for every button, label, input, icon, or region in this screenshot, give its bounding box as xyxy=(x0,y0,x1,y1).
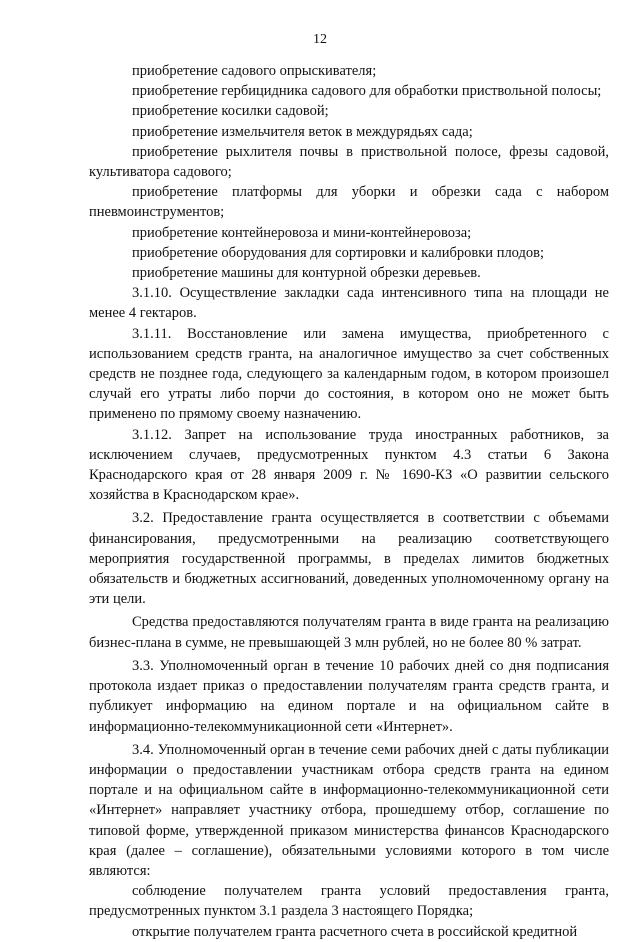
paragraph: приобретение измельчителя веток в междурядьях сада; xyxy=(132,123,473,140)
paragraph: 3.1.10. Осуществление закладки сада интенсивного типа на площади не менее 4 гектаров. xyxy=(89,285,609,322)
paragraph: 3.4. Уполномоченный орган в течение семи рабочих дней с даты публикации информации о предоставлении участникам отбора средств гранта на едином портале и на официальном сайте в информационно-телекоммуникационной сети «Интернет» направляет участнику отбора, прошедшему отбор, соглашение по типовой форме, утвержденной приказом министерства финансов Краснодарского края (далее – соглашение), обязательными условиями которого в том числе являются: xyxy=(89,741,609,879)
paragraph: приобретение гербицидника садового для обработки приствольной полосы; xyxy=(132,83,602,100)
paragraph: приобретение контейнеровоза и мини-контейнеровоза; xyxy=(132,224,472,241)
paragraph: приобретение рыхлителя почвы в приствольной полосе, фрезы садовой, культиватора садового; xyxy=(89,143,609,181)
paragraph: приобретение садового опрыскивателя; xyxy=(132,63,377,79)
document-body xyxy=(89,61,609,942)
page-number: 12 xyxy=(313,32,327,47)
paragraph: 3.3. Уполномоченный орган в течение 10 рабочих дней со дня подписания протокола издает приказ о предоставлении получателям гранта средств гранта, и публикует информацию на едином портале и на официальном сайте в информационно-телекоммуникационной сети «Интернет». xyxy=(89,657,609,735)
paragraph: приобретение оборудования для сортировки и калибровки плодов; xyxy=(132,244,545,261)
paragraph: приобретение машины для контурной обрезки деревьев. xyxy=(132,265,481,282)
paragraph: приобретение платформы для уборки и обрезки сада с набором пневмоинструментов; xyxy=(89,184,609,221)
paragraph: 3.1.12. Запрет на использование труда иностранных работников, за исключением случаев, предусмотренных пунктом 4.3 статьи 6 Закона Краснодарского края от 28 января 2009 г. № 1690-КЗ «О развитии сельского хозяйства в Краснодарском крае». xyxy=(89,426,609,504)
paragraph: 3.2. Предоставление гранта осуществляется в соответствии с объемами финансирования, предусмотренными на реализацию соответствующего мероприятия государственной программы, в пределах лимитов бюджетных обязательств и бюджетных ассигнований, доведенных уполномоченному органу на эти цели. xyxy=(89,510,609,608)
paragraph: соблюдение получателем гранта условий предоставления гранта, предусмотренных пунктом 3.1 раздела 3 настоящего Порядка; xyxy=(89,883,609,920)
paragraph: Средства предоставляются получателям гранта в виде гранта на реализацию бизнес-плана в сумме, не превышающей 3 млн рублей, но не более 80 % затрат. xyxy=(89,614,609,651)
paragraph: 3.1.11. Восстановление или замена имущества, приобретенного с использованием средств гранта, на аналогичное имущество за счет собственных средств не позднее года, следующего за календарным годом, в котором произошел случай его утраты либо порчи до состояния, в котором оно не может быть применено по прямому своему назначению. xyxy=(89,325,609,423)
paragraph: открытие получателем гранта расчетного счета в российской кредитной xyxy=(132,923,578,940)
paragraph: приобретение косилки садовой; xyxy=(132,103,329,120)
